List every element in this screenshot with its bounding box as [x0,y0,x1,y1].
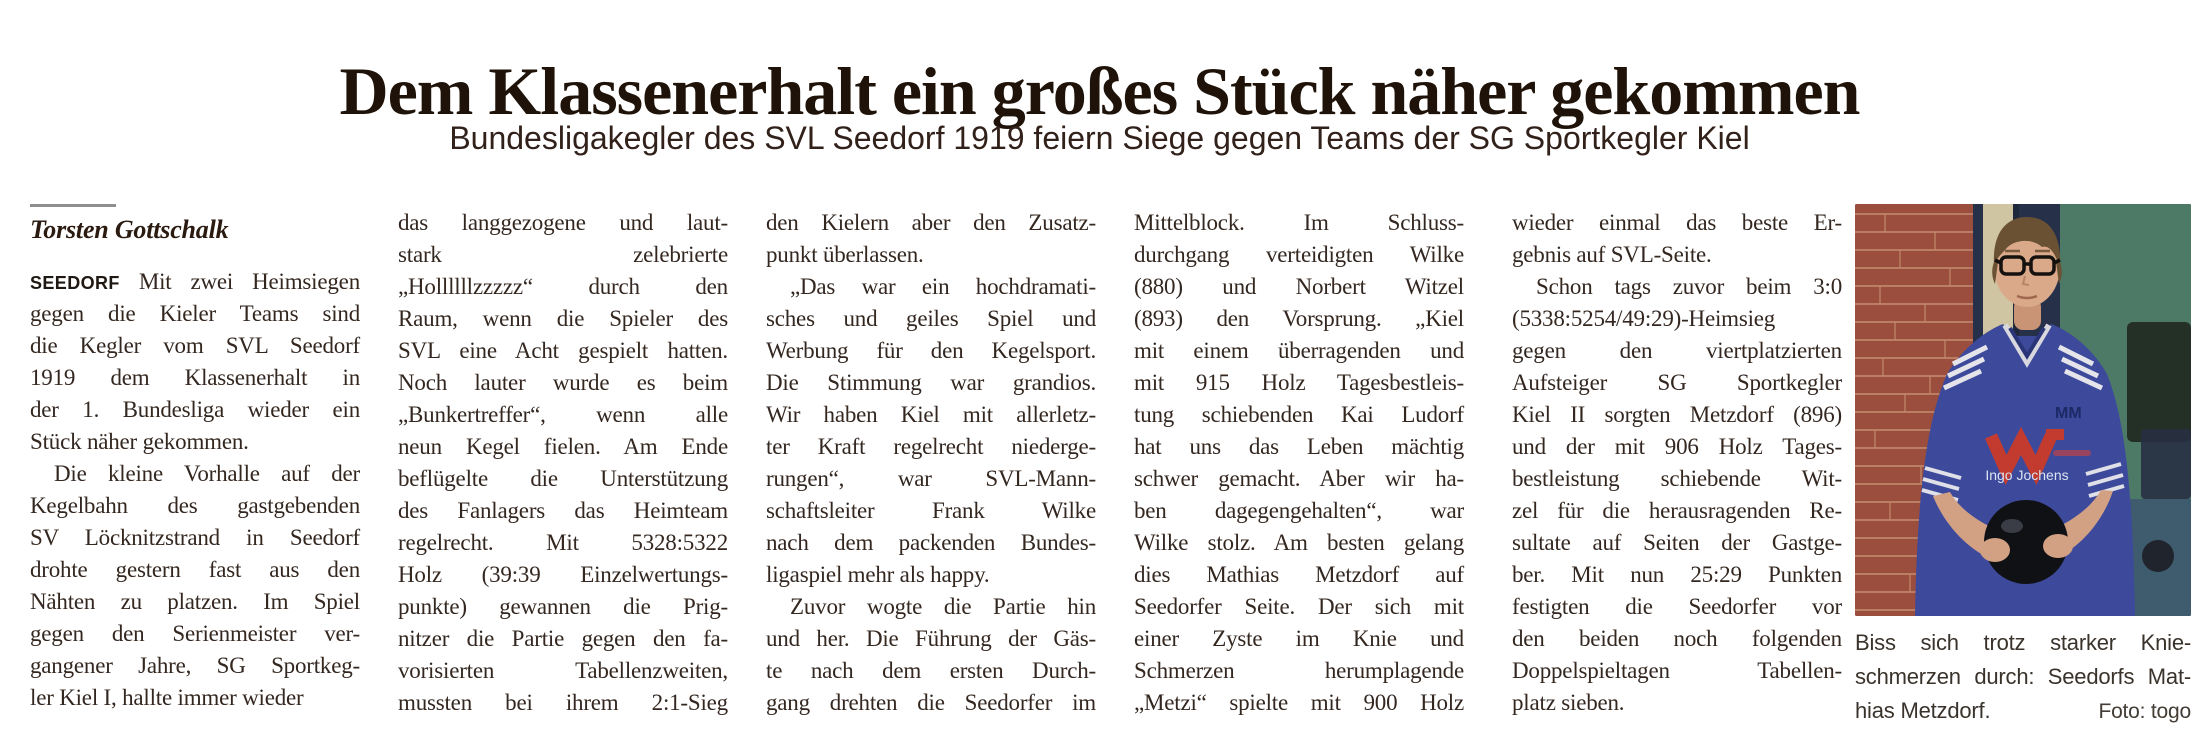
article-line: Schmerzen herumplagende [1134,658,1464,683]
article-line: Raum, wenn die Spieler des [398,306,728,331]
photo-caption-line: schmerzen durch: Seedorfs Mat- [1855,664,2191,689]
article-line: ter Kraft regelrecht niederge- [766,434,1096,459]
article-line: Die Stimmung war grandios. [766,370,1096,395]
article-line: Nähten zu platzen. Im Spiel [30,589,360,614]
article-line: SVL eine Acht gespielt hatten. [398,338,728,363]
article-line: gegen den Serienmeister ver- [30,621,360,646]
article-line: Wir haben Kiel mit allerletz- [766,402,1096,427]
article-line: „Bunkertreffer“, wenn alle [398,402,728,427]
article-line: (5338:5254/49:29)-Heimsieg [1512,306,1776,331]
article-line: Kiel II sorgten Metzdorf (896) [1512,402,1842,427]
byline-rule [30,204,116,207]
article-line: platz sieben. [1512,690,1625,715]
article-line: Werbung für den Kegelsport. [766,338,1096,363]
article-line: hat uns das Leben mächtig [1134,434,1464,459]
article-line: drohte gestern fast aus den [30,557,360,582]
article-line: sches und geiles Spiel und [766,306,1096,331]
article-line: „Das war ein hochdramati- [790,274,1096,299]
photo-credit: Foto: togo [2098,700,2191,723]
rack-ball [2142,540,2174,572]
photo-caption-last-line: hias Metzdorf. [1855,698,1991,723]
article-line: schwer gemacht. Aber wir ha- [1134,466,1464,491]
article-line: Zuvor wogte die Partie hin [790,594,1096,619]
article-line: ber. Mit nun 25:29 Punkten [1512,562,1842,587]
article-line: Die kleine Vorhalle auf der [54,461,360,486]
article-line: ler Kiel I, hallte immer wieder [30,685,304,710]
jersey-sponsor-text: Ingo Jochens [1985,467,2069,483]
article-line: 1919 dem Klassenerhalt in [30,365,360,390]
article-line: durchgang verteidigten Wilke [1134,242,1464,267]
article-line: einer Zyste im Knie und [1134,626,1464,651]
article-line: Holz (39:39 Einzelwertungs- [398,562,728,587]
article-line: die Kegler vom SVL Seedorf [30,333,360,358]
article-line: gangener Jahre, SG Sportkeg- [30,653,360,678]
article-subheadline: Bundesligakegler des SVL Seedorf 1919 feiern Siege gegen Teams der SG Sportkegler Kiel [449,120,1750,156]
article-line: und der mit 906 Holz Tages- [1512,434,1842,459]
article-line: gegen die Kieler Teams sind [30,301,360,326]
right-hand [2043,534,2073,558]
article-line: vorisierten Tabellenzweiten, [398,658,728,683]
article-line: beflügelte die Unterstützung [398,466,728,491]
article-line: „Metzi“ spielte mit 900 Holz [1134,690,1464,715]
article-photo [1855,204,2191,616]
article-line: der 1. Bundesliga wieder ein [30,397,360,422]
article-column-3 [766,207,1096,719]
article-column-2 [398,207,728,719]
article-line: mussten bei ihrem 2:1-Sieg [398,690,728,715]
article-line: zel für die herausragenden Re- [1512,498,1842,523]
article-line: Noch lauter wurde es beim [398,370,728,395]
article-line: Mittelblock. Im Schluss- [1134,210,1464,235]
article-column-4 [1134,207,1464,719]
article-line: neun Kegel fielen. Am Ende [398,434,728,459]
article-line: Doppelspieltagen Tabellen- [1512,658,1842,683]
article-line: mit 915 Holz Tagesbestleis- [1134,370,1464,395]
article-line: (893) den Vorsprung. „Kiel [1134,306,1464,331]
article-line: regelrecht. Mit 5328:5322 [398,530,728,555]
article-line: Seedorfer Seite. Der sich mit [1134,594,1464,619]
article-line: punkte) gewannen die Prig- [398,594,728,619]
article-line: nach dem packenden Bundes- [766,530,1096,555]
article-line: Kegelbahn des gastgebenden [30,493,360,518]
article-line: punkt überlassen. [766,242,924,267]
article-line: gebnis auf SVL-Seite. [1512,242,1712,267]
article-line: ligaspiel mehr als happy. [766,562,990,587]
article-line: te nach dem ersten Durch- [766,658,1096,683]
article-line: Stück näher gekommen. [30,429,249,454]
article-line: gegen den viertplatzierten [1512,338,1842,363]
article-line: tung schiebenden Kai Ludorf [1134,402,1464,427]
article-line: bestleistung schiebende Wit- [1512,466,1842,491]
article-line: Aufsteiger SG Sportkegler [1512,370,1842,395]
article-column-5 [1512,207,1842,719]
article-line: gang drehten die Seedorfer im [766,690,1096,715]
article-line: das langgezogene und laut- [398,210,728,235]
article-byline: Torsten Gottschalk [30,215,229,244]
left-hand [1980,538,2010,562]
article-headline: Dem Klassenerhalt ein großes Stück näher gekommen [339,52,1860,129]
article-line: wieder einmal das beste Er- [1512,210,1842,235]
article-line: (880) und Norbert Witzel [1134,274,1464,299]
article-line: nitzer die Partie gegen den fa- [398,626,728,651]
photo-caption [1855,626,2191,728]
dateline-kicker: SEEDORF [30,273,120,293]
article-line: ben dagegengehalten“, war [1134,498,1464,523]
article-line: des Fanlagers das Heimteam [398,498,728,523]
article-line: schaftsleiter Frank Wilke [766,498,1096,523]
article-line: „Hollllllzzzzz“ durch den [398,274,728,299]
article-line: den Kielern aber den Zusatz- [766,210,1096,235]
article-line: Schon tags zuvor beim 3:0 [1536,274,1842,299]
article-line: Wilke stolz. Am besten gelang [1134,530,1464,555]
article-column-1 [30,202,360,714]
article-line: rungen“, war SVL-Mann- [766,466,1096,491]
article-line: mit einem überragenden und [1134,338,1464,363]
article-line: SEEDORF Mit zwei Heimsiegen [30,269,360,294]
article-line: und her. Die Führung der Gäs- [766,626,1096,651]
article-line: festigten die Seedorfer vor [1512,594,1842,619]
article-line: SV Löcknitzstrand in Seedorf [30,525,360,550]
article-line: den beiden noch folgenden [1512,626,1842,651]
article-line: stark zelebrierte [398,242,728,267]
photo-caption-line: Biss sich trotz starker Knie- [1855,630,2191,655]
article-line: sultate auf Seiten der Gastge- [1512,530,1842,555]
article-line: dies Mathias Metzdorf auf [1134,562,1464,587]
jersey-initials: MM [2055,405,2082,422]
